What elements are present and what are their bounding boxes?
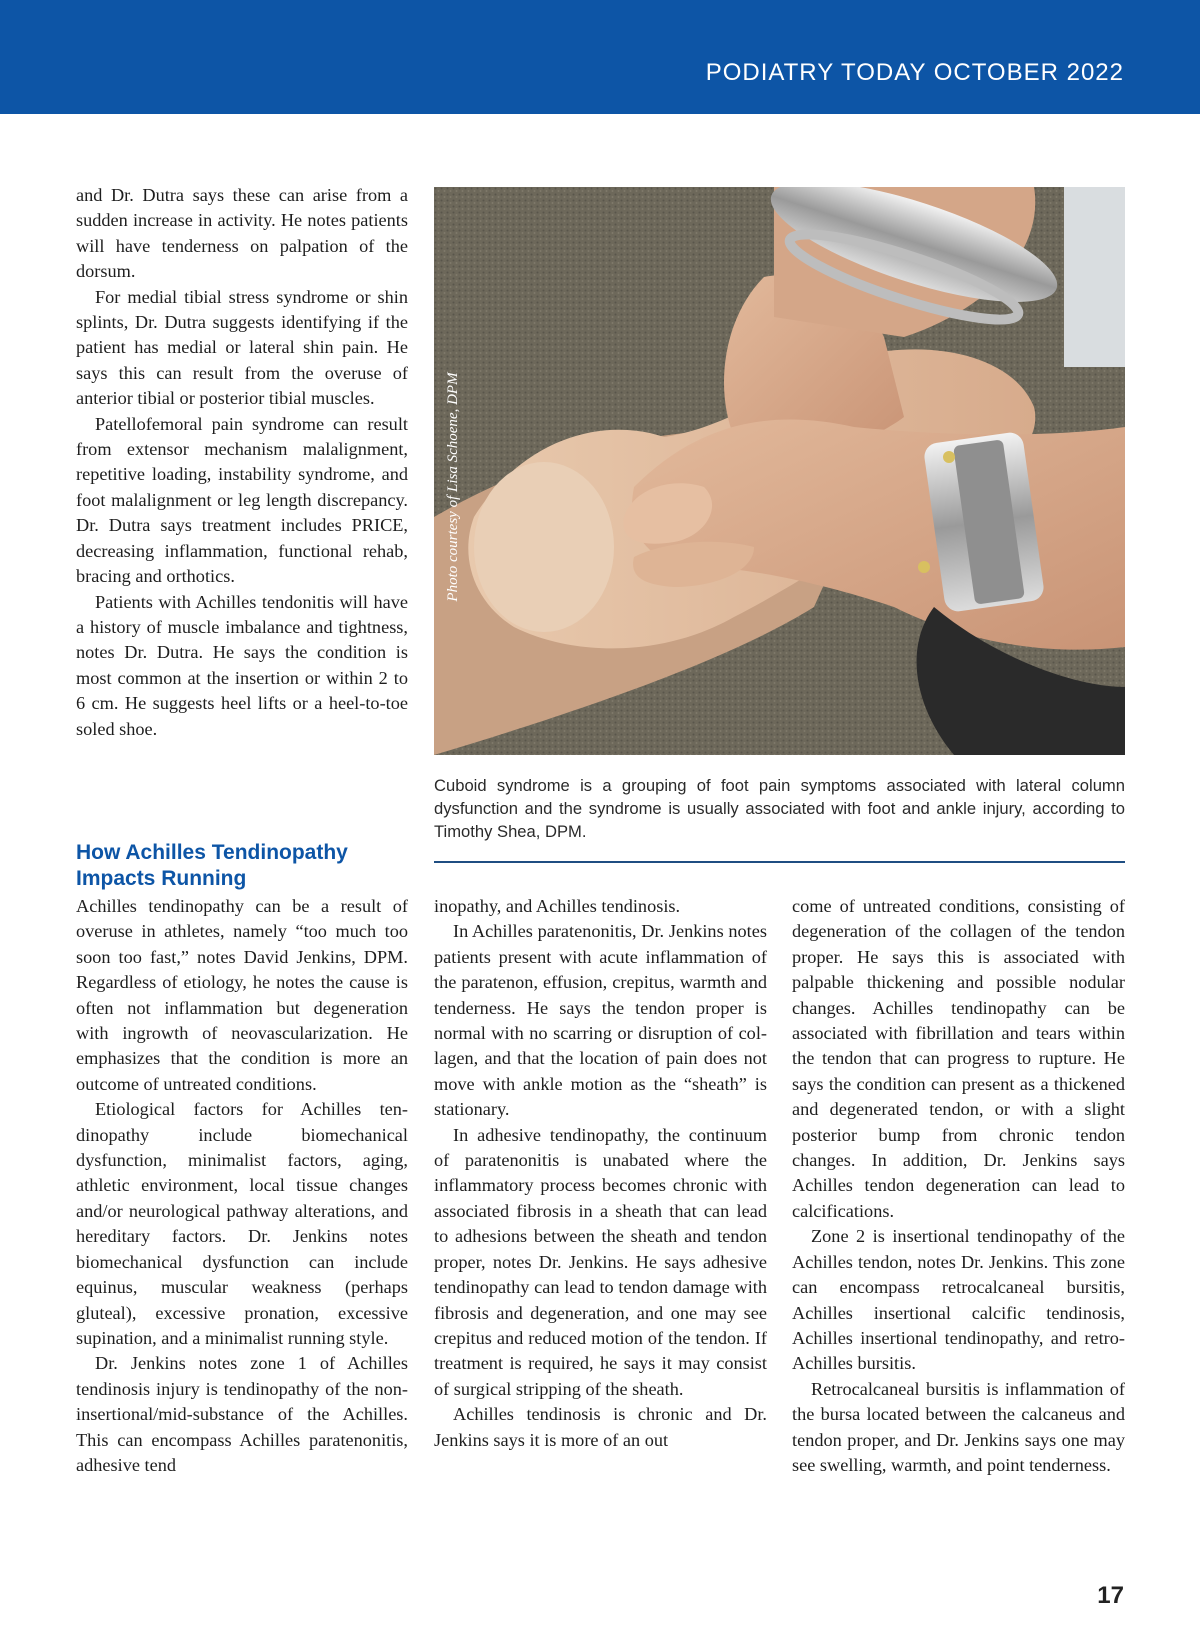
- paragraph: come of untreated conditions, consisting of degeneration of the collagen of the tendon proper. He says this is associated with palpable thickening and possible nodular changes. Achilles tendinopathy can be associated with fibrillation and tears within the tendon that can progress to rupture. He says the condition can present as a thickened and degenerated tendon, or with a slight posterior bump from chronic tendon changes. In addition, Dr. Jenkins says Achilles tendon degeneration can lead to calcifications.: [792, 896, 1125, 1221]
- caption-divider: [434, 861, 1125, 863]
- magazine-header-bar: [0, 0, 1200, 114]
- paragraph: Patellofemoral pain syndrome can result from extensor mechanism malalignment, repetitive loading, instability syndrome, and foot malalignment or leg length discrepancy. Dr. Dutra says treatment includes PRICE, decreasing inflammation, functional rehab, bracing and orthotics.: [76, 413, 408, 587]
- column-3-text: [792, 894, 1125, 1478]
- paragraph: Achilles tendinopathy can be a result of overuse in athletes, namely “too much too soon too fast,” notes David Jenkins, DPM. Regardless of etiology, he notes the cause is often not inflammation but degeneration with ingrowth of neovascularization. He emphasizes that the condition is more an outcome of untreated conditions.: [76, 896, 408, 1094]
- column-1-bottom-text: [76, 894, 408, 1478]
- foot-exam-illustration: [434, 187, 1125, 755]
- paragraph: For medial tibial stress syndrome or shin splints, Dr. Dutra suggests identifying if the patient has medial or lateral shin pain. He says this can result from the overuse of anterior tibial or posterior tibial muscles.: [76, 286, 408, 409]
- column-2-text: [434, 894, 767, 1453]
- paragraph: Patients with Achilles tendonitis will have a history of muscle imbalance and tightness, notes Dr. Dutra. He says the condition is most common at the insertion or within 2 to 6 cm. He suggests heel lifts or a heel-to-toe soled shoe.: [76, 591, 408, 739]
- paragraph: Etiological factors for Achilles tendinopathy include biomechanical dysfunction, minimalist factors, aging, athletic environment, local tissue changes and/or neurological pathway alterations, and hereditary factors. Dr. Jenkins notes biomechanical dysfunction can include equinus, muscular weakness (perhaps gluteal), excessive pronation, excessive supination, and a minimalist running style.: [76, 1099, 408, 1348]
- photo-caption: Cuboid syndrome is a grouping of foot pain symptoms associated with lateral column dysfunction and the syndrome is usually associated with foot and ankle injury, according to Timothy Shea, DPM.: [434, 776, 1125, 841]
- column-1-top-text: [76, 183, 408, 742]
- section-heading: How Achilles Tendinopathy Impacts Running: [76, 841, 348, 890]
- paragraph: Retrocalcaneal bursitis is inflammation of the bursa located between the calcaneus and tendon proper, and Dr. Jenkins says one may see swelling, warmth, and point tenderness.: [792, 1378, 1125, 1475]
- header-title: PODIATRY TODAY OCTOBER 2022: [705, 59, 1124, 86]
- paragraph: Achilles tendinosis is chronic and Dr. Jenkins says it is more of an out: [434, 1404, 767, 1450]
- paragraph: In adhesive tendinopathy, the continuum of paratenonitis is unabated where the inflammatory process becomes chronic with associated fibrosis in a sheath that can lead to adhesions between the sheath and tendon proper, notes Dr. Jenkins. He says adhesive tendinopathy can lead to tendon damage with fibrosis and degeneration, and one may see crepitus and reduced motion of the tendon. If treatment is required, he says it may consist of surgical stripping of the sheath.: [434, 1124, 767, 1399]
- photo-credit: Photo courtesy of Lisa Schoene, DPM: [445, 372, 461, 602]
- paragraph: In Achilles paratenonitis, Dr. Jenkins notes patients present with acute inflammation of the paratenon, effusion, crepitus, warmth and tenderness. He says the tendon proper is normal with no scarring or disruption of collagen, and that the location of pain does not move with ankle motion as the “sheath” is stationary.: [434, 921, 767, 1120]
- paragraph: and Dr. Dutra says these can arise from a sudden increase in activity. He notes patients will have tenderness on palpation of the dorsum.: [76, 185, 408, 282]
- foot-exam-photo: [434, 187, 1125, 755]
- page-number: 17: [1097, 1582, 1124, 1609]
- paragraph: Zone 2 is insertional tendinopathy of the Achilles tendon, notes Dr. Jenkins. This zone can encompass retrocalcaneal bursitis, Achilles insertional calcific tendinosis, Achilles insertional tendinopathy, and retro-Achilles bursitis.: [792, 1226, 1125, 1374]
- paragraph: Dr. Jenkins notes zone 1 of Achilles tendinosis injury is tendinopathy of the non-insertional/mid-substance of the Achilles. This can encompass Achilles paratenonitis, adhesive tend: [76, 1353, 408, 1475]
- paragraph: inopathy, and Achilles tendinosis.: [434, 896, 681, 916]
